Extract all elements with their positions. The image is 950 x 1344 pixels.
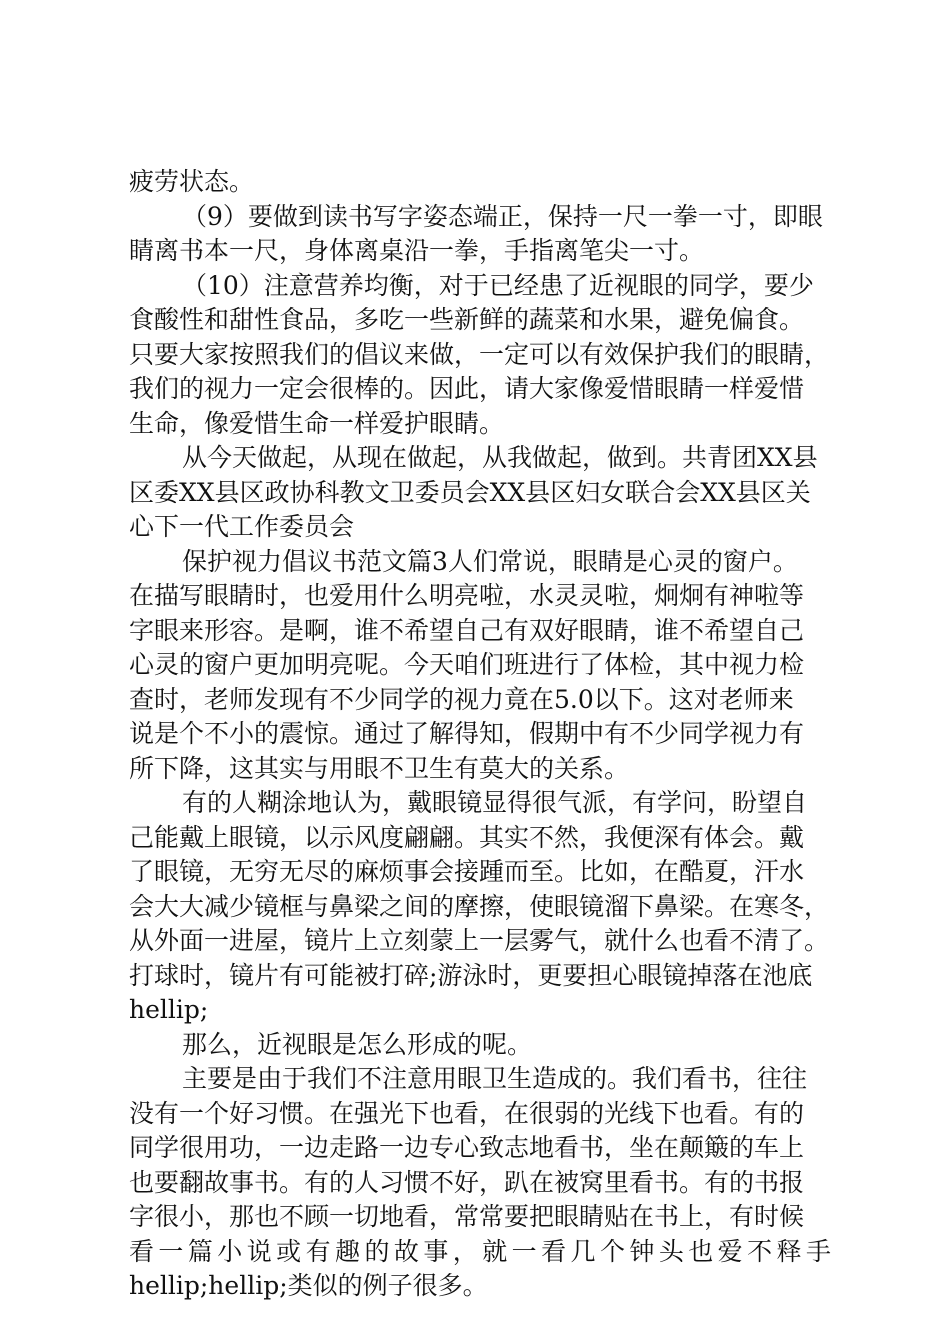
text-line: hellip; — [129, 995, 209, 1024]
text-line: 会大大减少镜框与鼻梁之间的摩擦，使眼镜溜下鼻梁。在寒冬， — [129, 891, 830, 921]
text-line: 没有一个好习惯。在强光下也看，在很弱的光线下也看。有的 — [129, 1098, 805, 1128]
document-body — [129, 165, 831, 1304]
text-line: 食酸性和甜性食品，多吃一些新鲜的蔬菜和水果，避免偏食。 — [129, 305, 805, 334]
text-line: 所下降，这其实与用眼不卫生有莫大的关系。 — [129, 753, 630, 783]
text-line: 保护视力倡议书范文篇3人们常说，眼睛是心灵的窗户。 — [182, 546, 798, 576]
text-line: 从今天做起，从现在做起，从我做起，做到。共青团XX县 — [182, 443, 818, 472]
text-line: 己能戴上眼镜，以示风度翩翩。其实不然，我便深有体会。戴 — [129, 822, 805, 852]
text-line: 有的人糊涂地认为，戴眼镜显得很气派，有学问，盼望自 — [182, 788, 808, 817]
text-line: 疲劳状态。 — [129, 167, 255, 196]
text-line: 查时，老师发现有不少同学的视力竟在5.0以下。这对老师来 — [129, 684, 794, 714]
text-line: 了眼镜，无穷无尽的麻烦事会接踵而至。比如，在酷夏，汗水 — [129, 857, 805, 886]
text-line: 字很小，那也不顾一切地看，常常要把眼睛贴在书上，有时候 — [129, 1202, 805, 1231]
text-line: 打球时，镜片有可能被打碎;游泳时，更要担心眼镜掉落在池底 — [129, 960, 813, 990]
text-line: 字眼来形容。是啊，谁不希望自己有双好眼睛，谁不希望自己 — [129, 615, 805, 645]
text-line: hellip;hellip;类似的例子很多。 — [129, 1271, 488, 1300]
text-line: 主要是由于我们不注意用眼卫生造成的。我们看书，往往 — [182, 1064, 808, 1093]
text-line: 生命，像爱惜生命一样爱护眼睛。 — [129, 408, 505, 438]
text-line: （9）要做到读书写字姿态端正，保持一尺一拳一寸，即眼 — [182, 201, 823, 231]
text-line: 睛离书本一尺，身体离桌沿一拳，手指离笔尖一寸。 — [129, 236, 705, 265]
text-line: （10）注意营养均衡，对于已经患了近视眼的同学，要少 — [182, 270, 814, 300]
text-line: 区委XX县区政协科教文卫委员会XX县区妇女联合会XX县区关 — [129, 477, 811, 507]
text-line: 看一篇小说或有趣的故事，就一看几个钟头也爱不释手 — [129, 1236, 831, 1266]
text-line: 也要翻故事书。有的人习惯不好，趴在被窝里看书。有的书报 — [129, 1167, 805, 1197]
text-line: 心下一代工作委员会 — [129, 512, 355, 541]
text-line: 我们的视力一定会很棒的。因此，请大家像爱惜眼睛一样爱惜 — [129, 374, 805, 403]
text-line: 心灵的窗户更加明亮呢。今天咱们班进行了体检，其中视力检 — [129, 650, 805, 679]
text-line: 说是个不小的震惊。通过了解得知，假期中有不少同学视力有 — [129, 719, 805, 748]
text-line: 那么，近视眼是怎么形成的呢。 — [182, 1029, 533, 1059]
text-line: 从外面一进屋，镜片上立刻蒙上一层雾气，就什么也看不清了。 — [129, 926, 830, 955]
text-line: 只要大家按照我们的倡议来做，一定可以有效保护我们的眼睛， — [129, 339, 830, 369]
text-line: 在描写眼睛时，也爱用什么明亮啦，水灵灵啦，炯炯有神啦等 — [129, 581, 805, 610]
text-line: 同学很用功，一边走路一边专心致志地看书，坐在颠簸的车上 — [129, 1133, 805, 1162]
